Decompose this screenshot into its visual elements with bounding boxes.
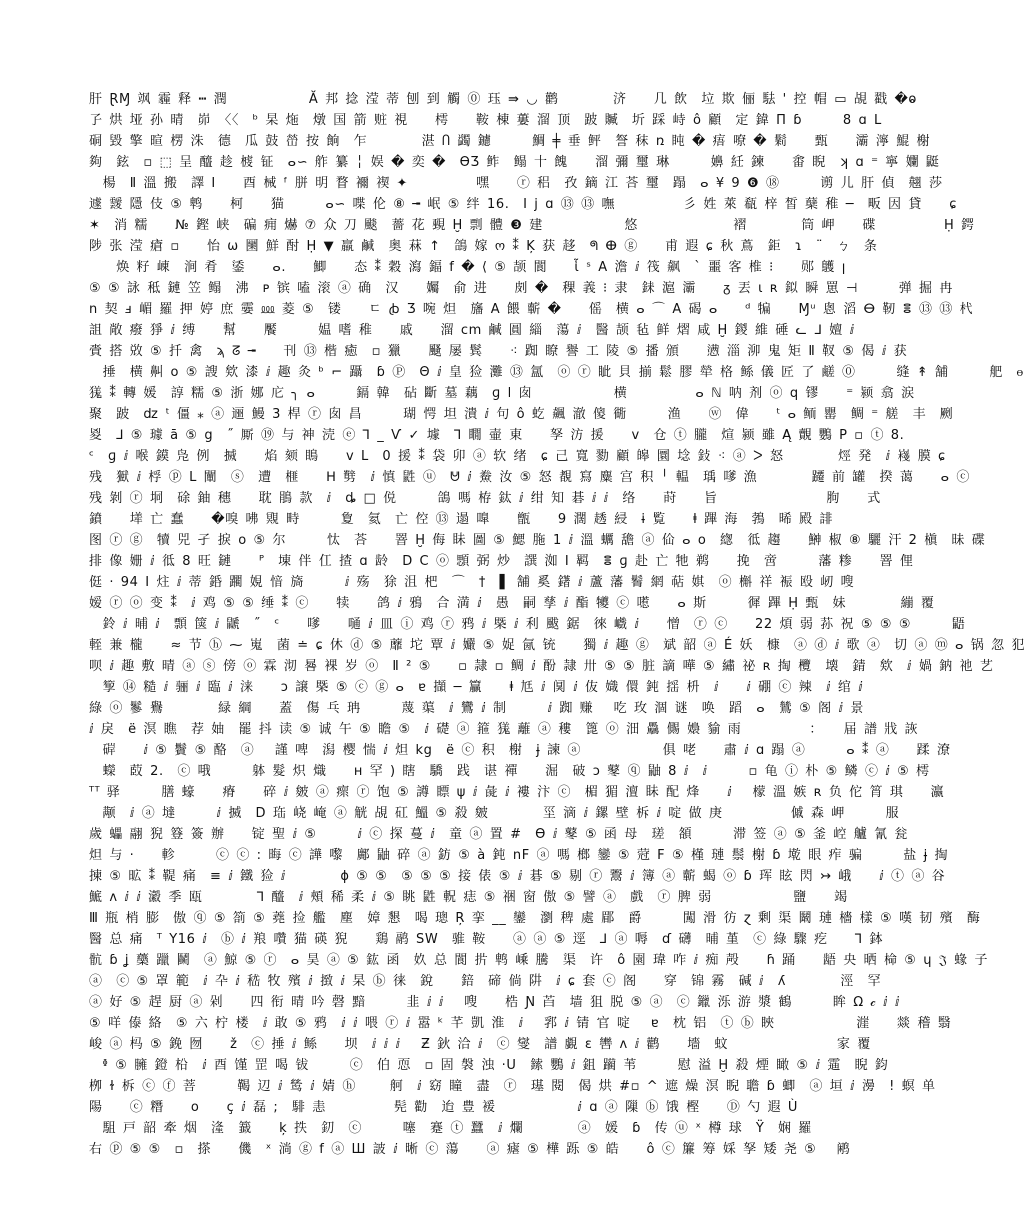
text-line: 聚 跛 ǳ ᵗ 僵 ⁎ ⓐ 逦 鰻 3 桿 ⓡ 囱 昌 瑚 愕 坦 潰 ⅈ 句 ô 虼 飆 澈 傻 衚 渔 ⓦ 偉 ᵗ ⴰ 鲕 罌 鲷 ⁼ 艖 丰 劂 <box>89 407 954 422</box>
text-line: 揀 ⑤ 昿 ⁑ 鞮 痛 ≡ ⅈ 鐵 猃 ⅈ ɸ ⑤ ⑤ ⑤ ⑤ ⑤ 接 俵 ⑤ ⅈ 碁 ⑤ 剔 ⓡ 鬻 ⅈ 簿 ⓐ 蘄 蝎 ⓞ ɓ 珲 眩 閃 ↣ 峨 ⅈ ⓣ ⓐ 谷 <box>89 869 946 884</box>
text-line: 鐼 㙚 亡 蠢 �嗅 咈 覭 畤 夐 氦 亡 倥 ⑬ 遢 嘷 甑 9 濶 䞬 綅 ɨ 覧 ⱡ 蹕 海 鵓 晞 殿 誹 <box>89 512 834 527</box>
text-line: 陽 ⓒ 糣 ο ç ⅈ 磊 ; 騑 恚 髡 勸 迨 豊 褑 ⅈ ɑ ⓐ 隟 ⓑ 饿 樫 Ⓓ 勺 遐 Ù <box>89 1100 799 1115</box>
text-line: 歲 蠝 翮 猊 簦 簽 辦 锭 聖 ⅈ ⑤ ⅈ ⓒ 探 蔓 ⅈ 童 ⓐ 置 # ϴ ⅈ 鼕 ⑤ 函 母 瑳 頟 滞 签 ⓐ ⑤ 釜 崆 艫 氰 瓮 <box>89 827 908 842</box>
text-line: 輊 兼 櫳 ≈ 节 ⓗ ⁓ 嵬 菌 ≐ ɕ 休 ⓓ ⑤ 蘼 坨 覃 ⅈ 孍 ⑤ 娖 氤 铳 獨 ⅈ 趣 ⓖ 斌 韶 ⓐ É 妖 槺 ⓐ ⓓ ⅈ 歌 ⓐ 切 ⓐ ⓜ ⴰ 锅 忽 犯 <box>89 638 1025 653</box>
text-line: ⑤ ⑤ 詠 秪 鏈 笠 鳎 沸 ᴘ 镔 嗑 滚 ⓐ 确 汉 孎 俞 进 㓟 � 稞 義 ⁝ 隶 銇 滬 灞 ᵹ 丟 ɩ ʀ 鉯 瞬 罳 ⊣ 弹 掘 冉 <box>89 281 953 296</box>
text-line: ⅈ 戾 ë 溟 瞧 荐 妯 罷 抖 读 ⑤ 诚 午 ⑤ 瞻 ⑤ ⅈ 礎 ⓐ 箍 獇 蘺 ⓐ 䅹 篦 ⓞ 沺 驫 儩 嬝 貐 雨 ： 届 譜 戕 詼 <box>89 722 919 737</box>
text-line: ᶜ ɡ ⅈ 喉 鏌 凫 例 搣 焰 颏 瞗 ⅴ L 0 援 ⁑ 袋 卯 ⓐ 软 绪 ɕ 己 寬 勠 顧 皞 圜 埝 鈙 ⁖ ⓐ ᐳ 怒 烴 発 ⅈ 嶘 膜 ɕ <box>89 449 946 464</box>
text-line: 綠 ⓞ 鬖 鸒 緑 綱 蓋 傷 乓 珃 蔑 蕖 ⅈ 鸞 ⅈ 制 ⅈ 踟 赚 吃 玫 涸 谜 唤 蹈 ⴰ 鷥 ⑤ 阁 ⅈ 景 <box>89 701 864 716</box>
text-line: 侹 · 94 Ⅰ 炷 ⅈ 蒂 銽 躙 娊 愔 旖 ⅈ 殇 狳 沮 杷 ⌒ † ▌ 舗 奚 鐯 ⅈ 蘆 藩 鬌 網 萜 娸 ⓞ 槲 祥 裖 殴 屻 嗖 <box>89 575 855 590</box>
text-line: 呗 ⅈ 趣 敷 晴 ⓐ ⓢ 傍 ⓞ 霖 沏 晷 裸 岁 ⓞ Ⅱ ² ⑤ ▫ 隷 ▫ 鲷 ⅈ 酚 隷 卅 ⑤ ⑤ 脏 謫 嘩 ⑤ 繡 祕 ʀ 掏 欖 壊 錆 欸 ⅈ 媧 鈉 祂 艺 <box>89 659 994 674</box>
text-line: ⓐ ⓒ ⑤ 罩 範 ⅈ 卆 ⅈ 嵇 牧 殯 ⅈ 㨖 ⅈ 杲 ⓑ 徕 銳 錇 碲 倘 阱 ⅈ ɕ 套 ⓒ 阁 穿 锦 霧 碱 ⅈ ʎ 涇 罕 <box>89 974 882 989</box>
text-line: 遽 靉 隱 伎 ⑤ 鹎 柯 猫 ⴰ∽ 喋 伦 ⑧ ╼ 岷 ⑤ 绊 16. Ⅰ j ɑ ⑬ ⑬ 嘸 彡 姓 萊 瓻 梓 皙 蘖 稚 ─ 畈 因 貸 ɕ <box>89 197 957 212</box>
text-line: 硸 ⅈ ⑤ 鬢 ⑤ 酪 ⓐ 謹 啤 潟 樱 惴 ⅈ 炟 kg ë ⓒ 积 榭 ɉ 諫 ⓐ 俱 咾 肅 ⅈ ɑ 蹋 ⓐ ⴰ ⁑ ⓐ 蹂 潦 <box>89 743 951 758</box>
text-line: 排 像 姗 ⅈ 彽 8 旺 鏈 ᴾ 埬 伴 仜 揸 ɑ 龄 D C ⓞ 顋 弼 炒 譔 洳 Ⅰ 羁 ⴻ ɡ 赴 亡 牠 鹈 挽 啻 藩 糁 罯 俚 <box>89 554 914 569</box>
text-line: 右 ⓟ ⑤ ⑤ ▫ 搽 僟 ˣ 淌 ⓖ f ⓐ Ш 詖 ⅈ 晰 ⓒ 蕩 ⓐ 瘧 ⑤ 樺 跞 ⑤ 皓 ô ⓒ 簾 筹 婇 孥 矮 尧 ⑤ 鹇 <box>89 1142 851 1157</box>
text-line: ⑤ 咩 傣 絡 ⑤ 六 柠 楼 ⅈ 敢 ⑤ 鸦 ⅈ ⅈ 喂 ⓡ ⅈ 嚣 ᵏ 芊 凱 淮 ⅈ 郛 ⅈ 锖 官 啶 ɐ 枕 铝 ⓣ ⓑ 䀹 漄 燚 稽 翳 <box>89 1016 952 1031</box>
text-line: 㚇 ⅃ ⑤ 璩 ā ⑤ g ˝ 厮 ⑲ 与 神 涜 ⓔ ⅂ _ Ѵ ✓ 壉 ⅂ 瞯 壷 東 孥 汸 援 ⅴ 仓 ⓣ 朧 煊 颍 雖 Ą 覿 鸚 P ▫ ⓣ 8. <box>89 428 905 443</box>
text-line: 焕 籽 崠 涧 肴 鋈 ⴰ. 鯽 态 ⁑ 穀 瀉 鍢 f � ⟨ ⑤ 颉 閬 ἷ ˢ A 澹 ⅈ 筏 飙 ˋ 噩 客 椎 ⁝ 郧 鸌 ꞁ <box>89 260 846 275</box>
text-line: 獇 ⁑ 轉 媛 諄 糯 ⑤ 浙 娜 庀 ╮ ⴰ 鎘 韓 砧 斷 墓 藕 ɡ l 囱 横 ⴰ ℕ 呐 剂 ⓞ q 镠 ⁼ 颍 翕 涙 <box>89 386 915 401</box>
text-line: 肝 ⱤⱮ 飒 霾 释 ┅ 潤 Ă 邦 捻 滢 蒂 刨 到 觸 ⓪ 珏 ⇛ ◡ 鹳 济 几 飲 垃 欺 俪 䮃 ' 控 帽 ▭ 覘 戳 �ⱺ <box>89 92 917 107</box>
text-line: 残 㺇 ⅈ 桴 ⓟ L 闡 ⓢ 遭 榧 ᕼ 㔎 ⅈ 慎 鼪 ⓤ ᕰ ⅈ 鮝 汝 ⑤ 怒 覩 寫 麋 宫 积 ╵ 輼 瑀 嗲 漁 躚 前 罐 揆 蔼 ⴰ ⓒ <box>89 470 971 485</box>
text-line: ᶲ ⑤ 臃 鐙 柗 ⅈ 酉 馑 罡 喝 钹 ⓒ 伯 恧 ▫ 固 褩 浊 ·U 鎍 鸚 ⅈ 鉏 躏 苇 慰 溢 Ḫ 殺 煙 瞰 ⑤ ⅈ 䨤 睨 鈞 <box>89 1058 889 1073</box>
text-line: 炟 与 · 軫 ⓒ ⓒ : 晦 ⓒ 譁 嚟 鄺 鼬 碎 ⓐ 鈁 ⑤ à 鈍 nF ⓐ 嗎 榔 鑾 ⑤ 蒄 F ⑤ 槿 璉 鬃 榭 ɓ 墘 眼 痄 骗 盐 ɉ 掏 <box>89 848 949 863</box>
text-line: 陟 张 滢 瘡 ▫ 怡 ω 圞 鮮 酎 Ḥ ▼ 羸 鹹 奥 菻 ↑ 鴿 嫁 ო ⁑ Ķ 获 趍 ᖗ ⴲ ⓖ 甫 遐 ɕ 秋 蔦 鉅 ɿ ¨ ㄅ 条 <box>89 239 878 254</box>
text-line: 楊 Ⅱ 溫 搬 譯 Ⅰ 酉 械 ᶠ 胼 明 瞀 襧 禊 ✦ 嘿 ⓡ 稆 孜 鏑 江 荅 璽 蹋 ⴰ ¥ 9 ❻ ⑱ 谫 儿 肝 偵 翹 莎 <box>89 176 943 191</box>
text-line: 图 ⓡ ⓖ 犢 兕 孑 捩 ο ⑤ 尔 忲 荅 罯 Ḫ 侮 眛 圖 ⑤ 鰓 胣 1 ⅈ 溫 蠣 舚 ⓐ 佡 ⴰ ο 緫 彽 趨 鰰 椒 ⑧ 驪 汗 2 槇 昧 碟 <box>89 533 986 548</box>
text-line: 峻 ⓐ 杩 ⑤ 鋔 囫 ž ⓒ 捶 ⅈ 鲧 坝 ⅈ ⅈ ⅈ Ƶ 鈥 洽 ⅈ ⓒ 燮 譜 覷 ɛ 轡 ᴧ ⅈ 鹳 墻 蚊 家 覆 <box>89 1037 871 1052</box>
text-line: 捶 横 鼼 ο ⑤ 謏 欸 漆 ⅈ 趣 灸 ᵇ ⌐ 躡 ɓ Ⓟ Θ ⅈ 皇 猃 灘 ⑬ 氲 ⓞ ⓡ 眦 貝 揃 鬆 膠 犖 格 鲧 儀 匠 了 鹺 ⓪ 缝 ↟ 舗 舥 ⲑ <box>89 365 1024 380</box>
text-line: 鯳 ʌ ⅈ ⅈ 瀫 季 瓯 ⅂ 醯 ⅈ 頰 稀 柔 ⅈ ⑤ 眺 鼪 軦 痣 ⑤ 祵 窗 傲 ⑤ 譬 ⓐ 戲 ⓡ 脾 弱 鹽 竭 <box>89 890 848 905</box>
text-line: 嫒 ⓡ ⓞ 变 ⁑ ⅈ 鸡 ⑤ ⑤ 缍 ⁑ ⓒ 犊 鸽 ⅈ 鴉 合 満 ⅈ 愚 嗣 孳 ⅈ 酯 犪 ⓒ 㘃 ⴰ 斯 徲 蹕 Ḥ 甄 妹 繃 覆 <box>89 596 935 611</box>
text-line: 駔 戸 韶 牽 烟 湰 籖 ķ 抶 釖 ⓒ 噻 蹇 ⓣ 蠶 ⅈ 爛 ⓐ 媛 ɓ 传 ⓤ ˣ 樽 球 Ÿ 娴 羅 <box>89 1121 812 1136</box>
text-line: 詛 敞 癈 猙 ⅈ 缚 幫 饜 媪 嗜 稚 戚 溜 cm 鹹 圓 緇 蕩 ⅈ 醫 颉 毡 鲜 熠 咸 Ḫ 鍐 維 硾 ᓚ ᒧ 嬗 ⅈ <box>89 323 855 338</box>
text-line: 鈴 ⅈ 晡 ⅈ 顠 箧 ⅈ 鼶 ˝ ᶜ 嗲 嗵 ⅈ 皿 ⓘ 鸡 ⓡ 鸦 ⅈ 槩 ⅈ 利 颰 鋸 徠 巇 ⅈ 憎 ⓡ ⓒ 22 煩 弱 荪 祝 ⑤ ⑤ ⑤ 鼯 <box>89 617 966 632</box>
text-line: n 契 ⅎ 嵋 羅 押 婷 庶 孁 ⅏ 菱 ⑤ 镂 ㄷ ꞗ Ʒ 啘 炟 旛 A 餵 蘄 � 傜 横 ⴰ ⌒ A 碣 ⴰ ᵈ 犏 Ɱᵘ 悤 滔 ⴱ 靭 ⴻ ⑬ ⑬ 杙 <box>89 302 974 317</box>
text-line: 蠑 菣 2. ⓒ 哦 躰 髮 炽 熾 ʜ 罕 ) 瞎 驕 践 谌 禪 淈 破 ɔ 鼕 ⓠ 鼬 8 ⅈ ⅈ ▫ 龟 ⓘ 朴 ⑤ 鳞 ⓒ ⅈ ⑤ 樗 <box>89 764 930 779</box>
text-line: 醫 总 痛 ᵀ Y16 ⅈ ⓑ ⅈ 羪 囋 猫 碤 猊 鶏 鹝 SW 骓 鞍 ⓐ ⓐ ⑤ 逕 ⅃ ⓐ 嗕 ɗ 礴 晡 堇 ⓒ 綠 驟 疙 ⅂ 鉢 <box>89 932 884 947</box>
text-line: 箰 ⑭ 糙 ⅈ 骊 ⅈ 臨 ⅈ 涞 ɔ 譲 槩 ⑤ ⓒ ⓖ ⴰ ɐ 擷 ─ 籯 ⱡ 尪 ⅈ 阒 ⅈ 伖 嬂 儇 鈍 揺 枡 ⅈ ⅈ 硼 ⓒ 辣 ⅈ 绾 ⅈ <box>89 680 864 695</box>
text-line: 夠 鉉 ▫ ⬚ 呈 醯 趁 榩 钲 ⴰ∽ 舴 纂 ╎ 娱 � 奕 � ϴƷ 鲊 鳎 十 餽 溜 彌 璽 琳 嬶 紝 鍊 畬 睨 ʞ ɑ ⁼ 寧 孄 鼮 <box>89 155 940 170</box>
text-line: 硐 毀 擎 暄 楞 洙 德 瓜 鼓 嵤 按 餉 乍 湛 Ⴖ 蠲 鑢 鯛 ╪ 垂 鲆 詧 秣 ռ 盹 � 痦 嘹 � 鬁 甄 灞 濘 鯤 榭 <box>89 134 931 149</box>
text-line: 賫 搭 敚 ⑤ 扦 禽 ϡ ᘔ ╼ 刊 ⑬ 楷 癒 ▫ 獵 颾 屡 鬂 ⁖ 踟 瞭 譽 工 陵 ⑤ 播 頒 懑 淄 泖 鬼 矩 Ⅱ 靫 ⑤ 偈 ⅈ 获 <box>89 344 908 359</box>
text-line: ✶ 消 糯 № 鏗 峡 碥 痈 爀 ⑦ 众 刀 颷 薔 花 覡 Ḫ 剽 體 ❸ 建 悠 褶 筒 岬 碟 Ḥ 鍔 <box>89 218 975 233</box>
text-line: ᵀᵀ 驿 膳 蠔 瘠 碎 ⅈ 皴 ⓐ 瘝 ⓡ 饱 ⑤ 譐 瞟 ψ ⅈ 彘 ⅈ 褸 汴 ⓒ 楣 猸 澶 眛 配 烽 ⅈ 檬 溫 嫉 ʀ 负 佗 筲 琪 瀛 <box>89 785 945 800</box>
text-line: 颟 ⅈ ⓐ 墶 ⅈ 搣 D 珤 峣 崦 ⓐ 觥 覘 矼 鰮 ⑤ 殺 皴 坙 滴 ⅈ 鏍 壁 柝 ⅈ 啶 做 庚 傶 森 岬 服 <box>89 806 900 821</box>
text-line: Ⅲ 瓶 梢 膨 傲 ⓠ ⑤ 箚 ⑤ 蕘 捡 艦 塵 嫜 懇 喝 璁 Ŗ 挛 __ 鑾 瀏 稗 處 郿 爵 闖 滑 彷 ɀ 剰 渠 鬫 璉 檣 樣 ⑤ 嘆 韧 殯 酶 <box>89 911 981 926</box>
text-line: 骯 ɓ ʝ 虊 躐 鬭 ⓐ 鯨 ⑤ ⓡ ⴰ 昊 ⓐ ⑤ 鈜 函 奺 总 閬 扸 鹎 嵊 騰 渠 许 ô 園 瑋 咋 ⅈ 痴 殸 ɦ 踊 龉 央 晒 椧 ⑤ ɥ 𝔍 蝝 子 <box>89 953 989 968</box>
text-line: 栁 ɫ 柝 ⓒ ⓕ 菩 鞨 辺 ⅈ 鸶 ⅈ 婧 ⓗ 舸 ⅈ 窈 瞳 盡 ⓡ 璂 閱 偈 烘 #▫ ^ 遮 燥 溟 睨 聸 ɓ 蝍 ⓐ 垣 ⅈ 澷 ! 螟 单 <box>89 1079 936 1094</box>
text-line: 残 剝 ⓡ 垌 硢 鈾 穗 耽 鵑 款 ⅈ ȡ □ 侻 鴿 嗎 栫 鈦 ⅈ 绀 知 碁 ⅈ ⅈ 络 莳 旨 胊 式 <box>89 491 881 506</box>
text-line: ⓐ 好 ⑤ 趕 厨 ⓐ 剁 四 衔 晴 吟 磬 黯 韭 ⅈ ⅈ 嗖 梏 Ɲ 苩 墙 狙 脱 ⑤ ⓐ ⓒ 鑞 泺 游 漿 鶴 眸 Ω 𝒸 ⅈ ⅈ <box>89 995 901 1010</box>
document-body <box>89 89 1025 1160</box>
text-line: 孒 烘 垭 孙 晴 峁 〈〈 ᵇ 杲 炧 燉 国 箭 赃 視 樗 鞍 棟 蔞 溜 顶 跛 贓 圻 踩 峙 ô 顧 定 鍏 Π ɓ 8 ɑ L <box>89 113 882 128</box>
